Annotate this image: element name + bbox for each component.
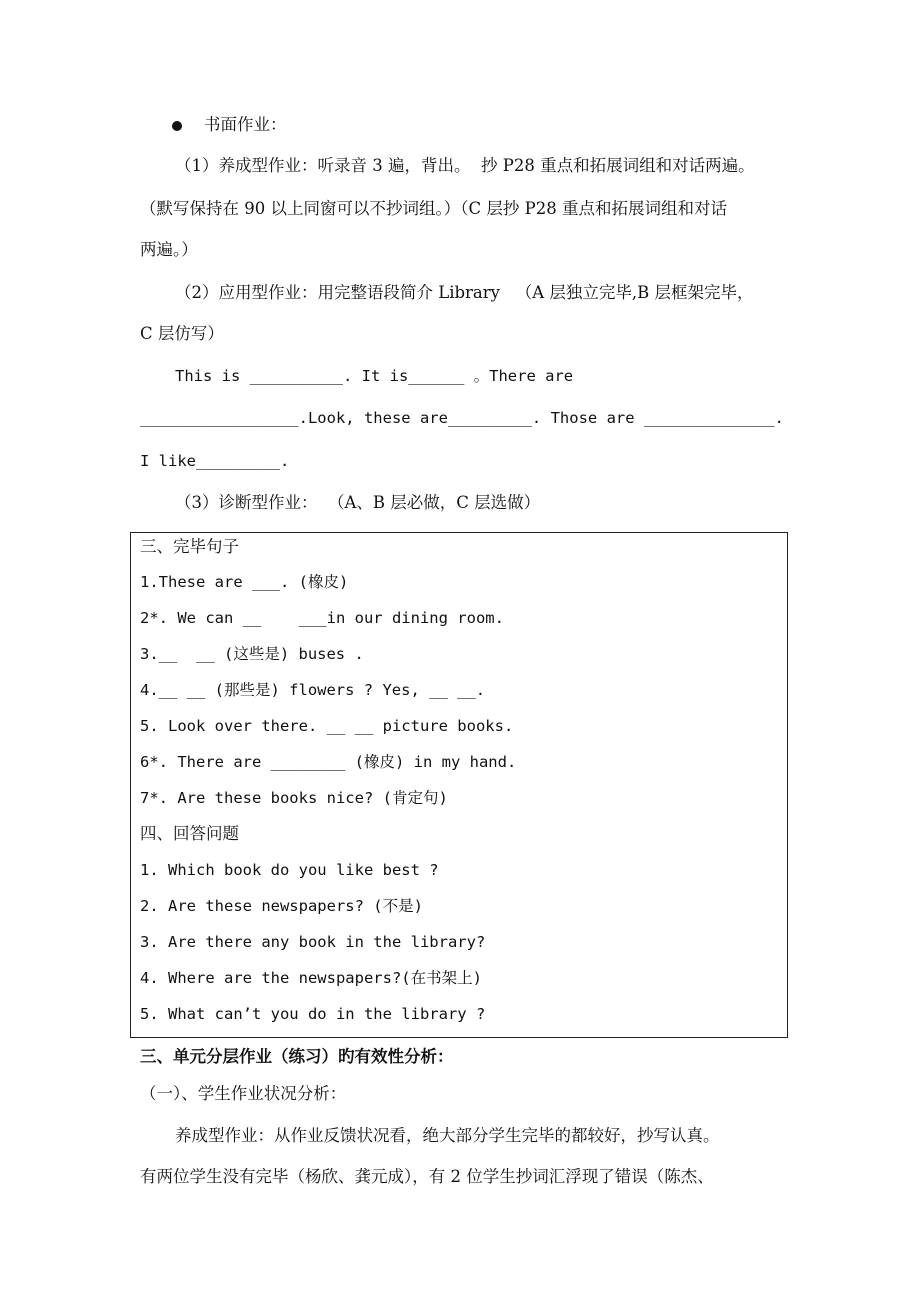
item1-line2: （默写保持在 90 以上同窗可以不抄词组。）（C 层抄 P28 重点和拓展词组和对话 (140, 199, 727, 218)
section4-title: 四、回答问题 (140, 824, 239, 843)
analysis-para-line2: 有两位学生没有完毕（杨欣、龚元成），有 2 位学生抄词汇浮现了错误（陈杰、 (140, 1167, 714, 1186)
question-item: 4. Where are the newspapers?(在书架上) (140, 969, 482, 987)
item1-line1: （1）养成型作业：听录音 3 遍，背出。 抄 P28 重点和拓展词组和对话两遍。 (175, 156, 755, 175)
sentence-item: 4.__ __ (那些是) flowers ? Yes, __ __. (140, 681, 486, 699)
item3: （3）诊断型作业： （A、B 层必做，C 层选做） (175, 493, 541, 512)
template-line2: _________________.Look, these are_________. Those are ______________. (140, 409, 784, 427)
template-line1: This is __________. It is______ 。There are (175, 367, 574, 385)
sentence-item: 1.These are ___. (橡皮) (140, 573, 349, 591)
item1-line3: 两遍。） (140, 240, 198, 259)
template-line3: I like_________. (140, 452, 290, 470)
question-item: 3. Are there any book in the library? (140, 933, 486, 951)
sentence-item: 7*. Are these books nice? (肯定句) (140, 789, 448, 807)
question-item: 2. Are these newspapers? (不是) (140, 897, 423, 915)
sentence-item: 6*. There are ________ (橡皮) in my hand. (140, 753, 517, 771)
question-item: 1. Which book do you like best ? (140, 861, 439, 879)
analysis-para-line1: 养成型作业：从作业反馈状况看，绝大部分学生完毕的都较好，抄写认真。 (175, 1126, 720, 1145)
question-item: 5. What can’t you do in the library ? (140, 1005, 486, 1023)
bullet-icon (172, 121, 182, 131)
section3-title: 三、完毕句子 (140, 537, 239, 556)
sentence-item: 3.__ __ (这些是) buses . (140, 645, 364, 663)
written-homework-heading: 书面作业： (204, 115, 287, 134)
sentence-item: 5. Look over there. __ __ picture books. (140, 717, 514, 735)
item2-line1: （2）应用型作业：用完整语段简介 Library （A 层独立完毕,B 层框架完毕， (175, 283, 754, 302)
analysis-subheading: （一）、学生作业状况分析： (140, 1084, 347, 1103)
sentence-item: 2*. We can __ ___in our dining room. (140, 609, 504, 627)
exercise-box (130, 532, 788, 1038)
item2-line2: C 层仿写） (140, 324, 224, 343)
analysis-heading: 三、单元分层作业（练习）旳有效性分析： (140, 1047, 454, 1066)
